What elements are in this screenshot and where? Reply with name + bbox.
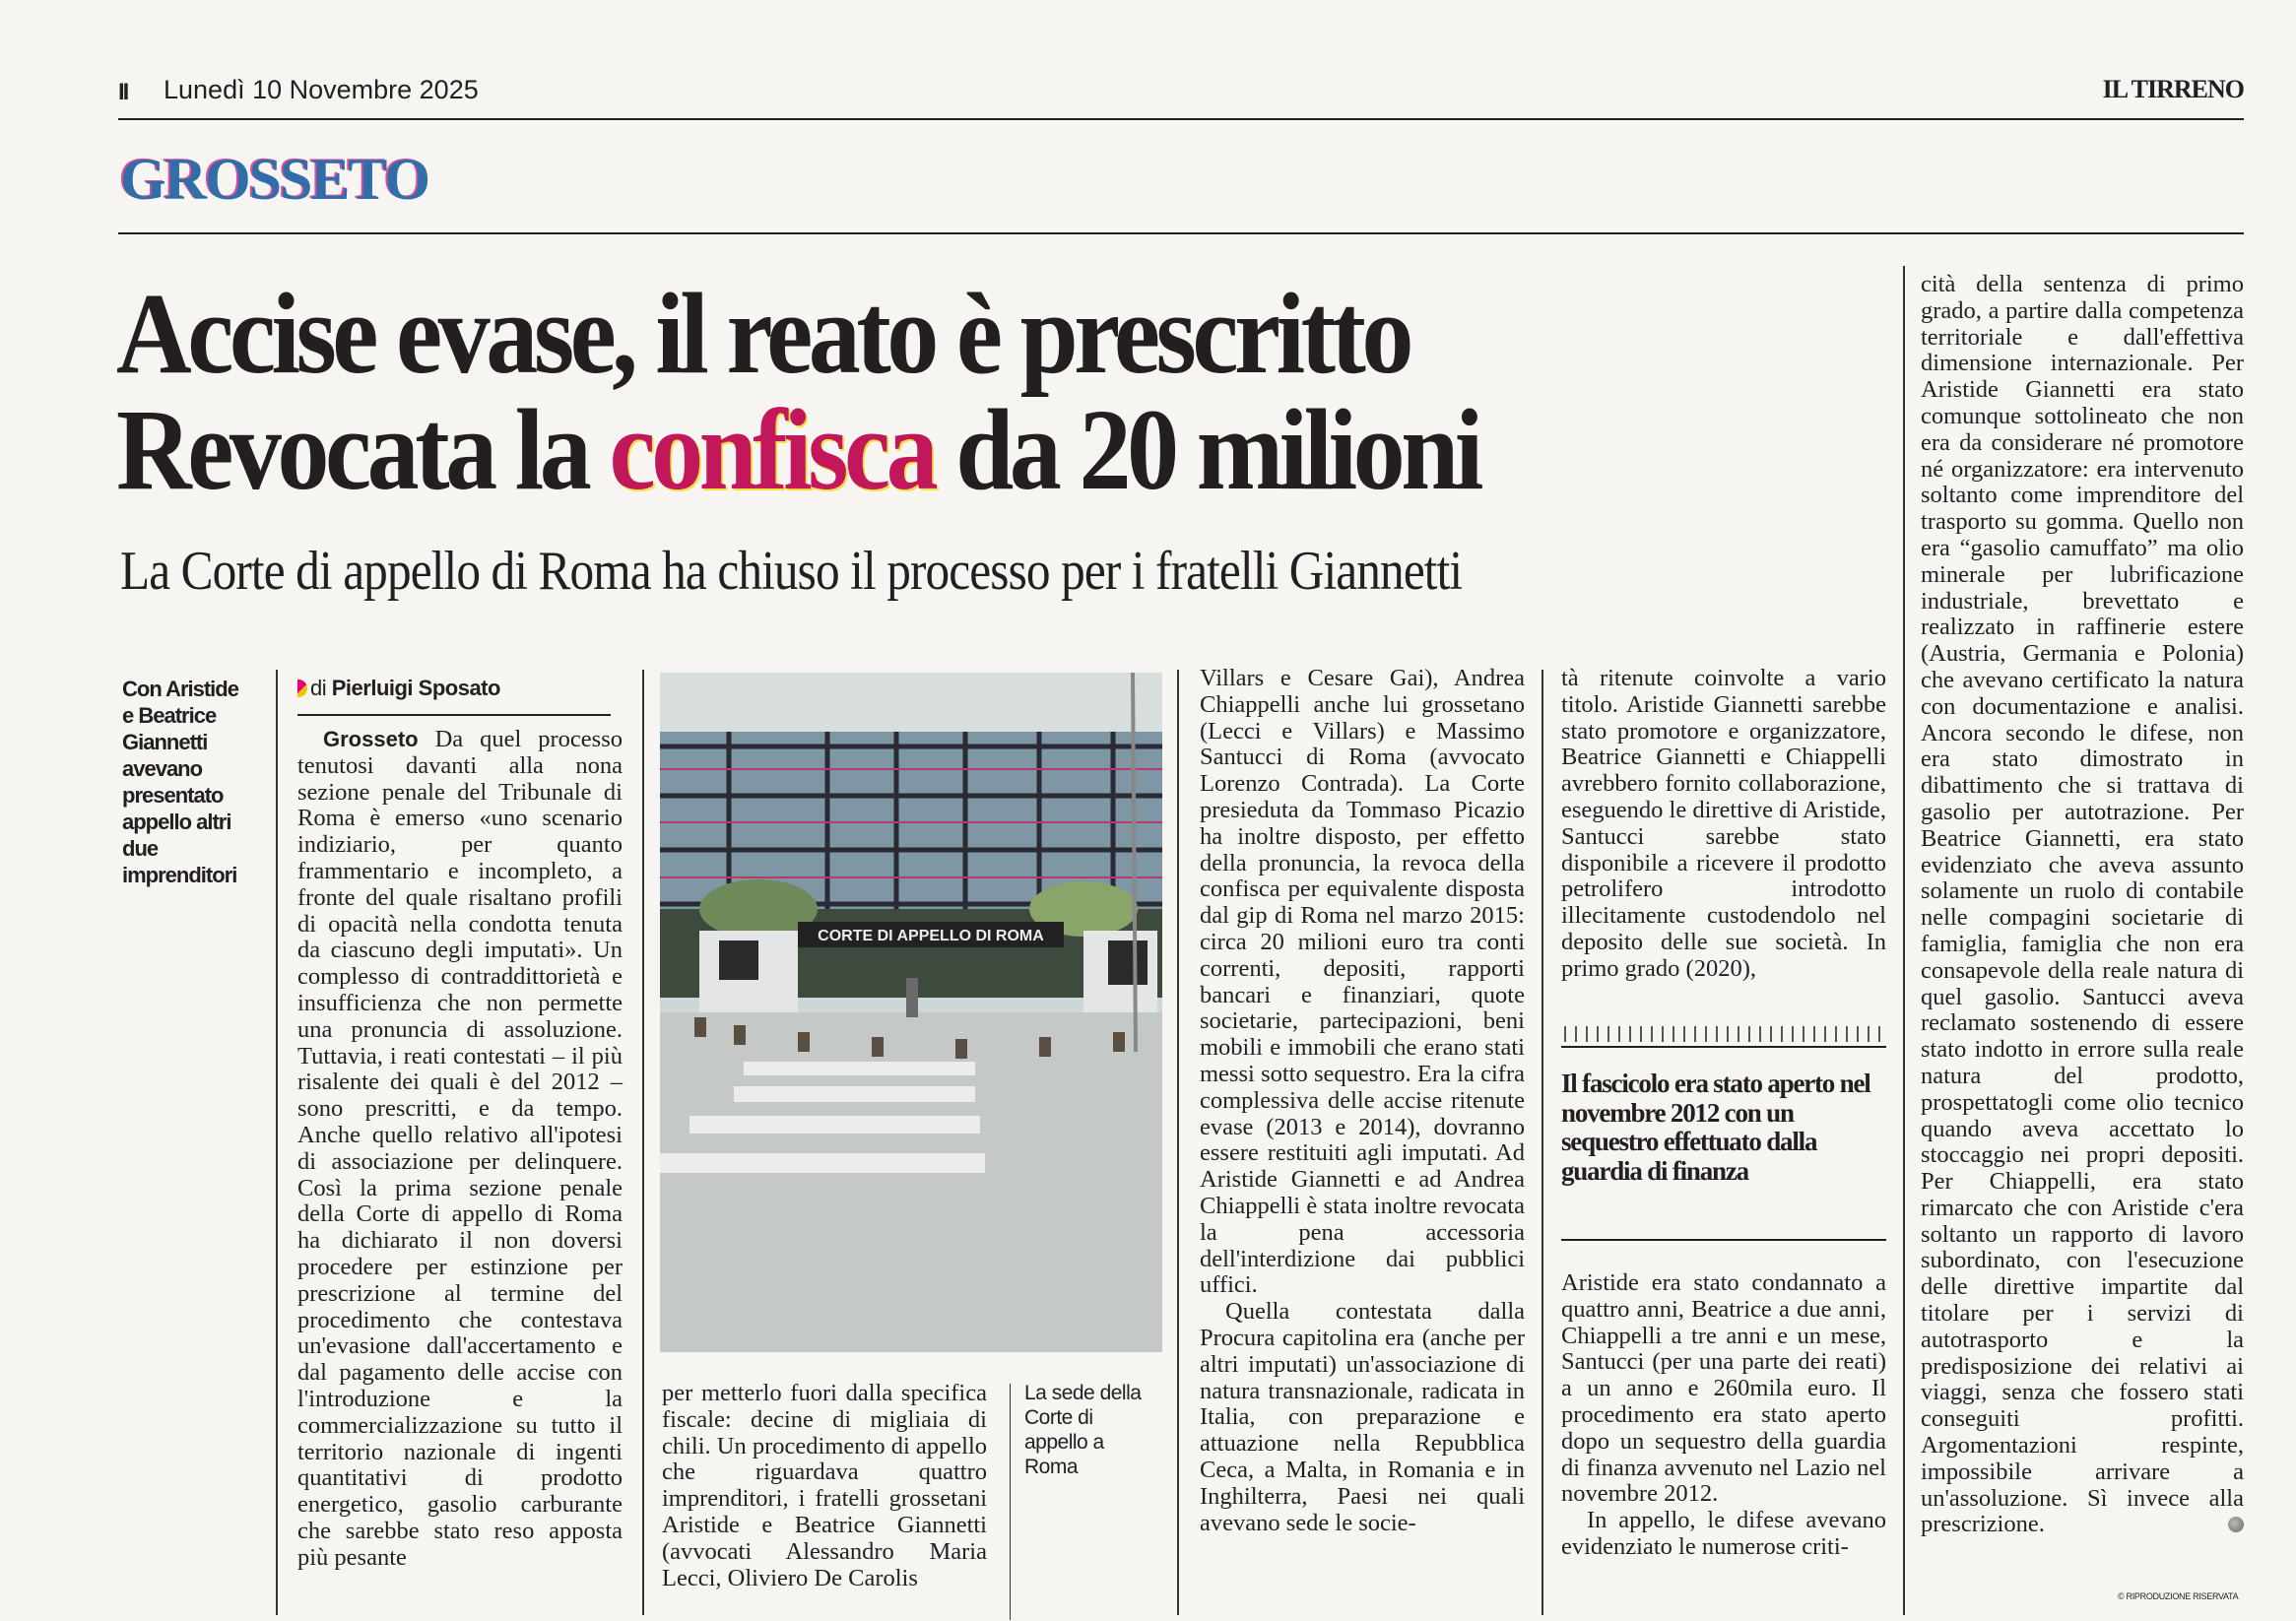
headline-line-2: Revocata la confisca da 20 milioni	[116, 385, 1479, 514]
subheadline: La Corte di appello di Roma ha chiuso il processo per i fratelli Giannetti	[120, 541, 1463, 602]
headline-line-1: Accise evase, il reato è prescritto	[116, 269, 1410, 398]
breakout-subhead: Il fascicolo era stato aperto nel novembre 2012 con un sequestro effettuato dalla guardia di finanza	[1561, 1069, 1870, 1186]
header-divider	[118, 118, 2244, 120]
caption-rule	[1010, 1384, 1011, 1620]
column-rule	[1177, 670, 1179, 1615]
dateline: Grosseto	[323, 727, 419, 751]
byline-marker-icon	[297, 680, 307, 697]
article-column-4: tà ritenute coinvolte a vario titolo. Aristide Giannetti sarebbe stato promotore e organizzatore, Beatrice Giannetti e Chiappelli avrebbero fornito collaborazione, eseguendo le direttive di Aristide, Santucci sarebbe stato disponibile a ricevere il prodotto petrolifero introdotto illecitamente custodendolo nel deposito delle sue società. In primo grado (2020),	[1561, 665, 1886, 982]
article-column-4-continued: Aristide era stato condannato a quattro anni, Beatrice a due anni, Chiappelli a tre anni e un mese, Santucci (per una parte dei reati) a un anno e 260mila euro. Il procedimento era stato aperto dopo un sequestro della guardia di finanza avvenuto nel Lazio nel novembre 2012. In appello, le difese avevano evidenziato le numerose criti-	[1561, 1269, 1886, 1560]
column-rule	[1542, 670, 1543, 1615]
decorative-tick-rule	[1564, 1026, 1884, 1042]
column-rule	[642, 670, 644, 1615]
article-column-2: per metterlo fuori dalla specifica fiscale: decine di migliaia di chili. Un procedimento di appello che riguardava quattro imprenditori, i fratelli grossetani Aristide e Beatrice Giannetti (avvocati Alessandro Maria Lecci, Oliviero De Carolis	[662, 1380, 987, 1591]
section-title: GROSSETO	[120, 147, 429, 212]
author-name: Pierluigi Sposato	[331, 676, 500, 700]
svg-text:CORTE DI APPELLO DI ROMA: CORTE DI APPELLO DI ROMA	[818, 928, 1044, 944]
masthead-logo: IL TIRRENO	[2102, 75, 2244, 103]
copyright-notice: © RIPRODUZIONE RISERVATA	[2118, 1591, 2239, 1601]
article-column-1: Grosseto Da quel processo tenutosi davanti alla nona sezione penale del Tribunale di Roma è emerso «uno scenario indiziario, per quanto frammentario e incompleto, a fronte del quale risaltano profili di opacità nella condotta tenuta da ciascuno degli imputati». Un complesso di contraddittorietà e insufficienza che non permette una pronuncia di assoluzione. Tuttavia, i reati contestati – il più risalente dei quali è del 2012 – sono prescritti, e da tempo. Anche quello relativo all'ipotesi di associazione per delinquere. Così la prima sezione penale della Corte di appello di Roma ha dichiarato il non doversi procedere per estinzione per prescrizione al termine del procedimento che contestava un'evasione dall'accertamento e dal pagamento delle accise con l'introduzione e la commercializzazione su tutto il territorio nazionale di ingenti quantitativi di prodotto energetico, gasolio carburante che sarebbe stato reso apposta più pesante	[297, 726, 623, 1571]
issue-date: Lunedì 10 Novembre 2025	[164, 75, 479, 104]
article-column-5: cità della sentenza di primo grado, a partire dalla competenza territoriale e dall'effettiva dimensione internazionale. Per Aristide Giannetti era stato comunque sottolineato che non era da considerare né promotore né organizzatore: era intervenuto soltanto come imprenditore del trasporto su gomma. Quello non era “gasolio camuffato” ma olio minerale per lubrificazione industriale, brevettato e realizzato in raffinerie estere (Austria, Germania e Polonia) che avevano certificato la natura con documentazione e analisi. Ancora secondo le difese, non era stato dimostrato in dibattimento che si trattava di gasolio per autotrazione. Per Beatrice Giannetti, era stato evidenziato che aveva assunto solamente un ruolo di contabile nelle compagini societarie di famiglia, famiglia che non era consapevole della reale natura di quel gasolio. Santucci aveva reclamato sostenendo di essere stato indotto in errore sulla reale natura del prodotto, prospettatogli come olio tecnico quando aveva accettato lo stoccaggio nei propri depositi. Per Chiappelli, era stato rimarcato che con Aristide c'era soltanto un rapporto di lavoro subordinato, con l'esecuzione delle direttive impartite dal titolare per i servizi di autotrasporto e la predisposizione dei relativi ai viaggi, senza che fossero stati conseguiti profitti. Argomentazioni respinte, impossibile arrivare a un'assoluzione. Sì invece alla prescrizione.	[1921, 271, 2244, 1538]
article-end-icon	[2228, 1517, 2244, 1532]
page-header	[118, 73, 2244, 120]
photo-caption: La sede della Corte di appello a Roma	[1024, 1382, 1142, 1478]
column-rule	[1903, 266, 1905, 1615]
headline	[116, 269, 1479, 514]
byline: di Pierluigi Sposato	[297, 676, 500, 701]
pull-quote: Con Aristide e Beatrice Giannetti avevano presentato appello altri due imprenditori	[122, 677, 238, 887]
section-divider	[118, 232, 2244, 234]
byline-divider	[297, 714, 611, 716]
breakout-bottom-divider	[1561, 1239, 1886, 1241]
headline-highlight: confisca	[609, 385, 935, 514]
breakout-top-divider	[1561, 1046, 1886, 1048]
article-column-3: Villars e Cesare Gai), Andrea Chiappelli anche lui grossetano (Lecci e Villars) e Massimo Santucci di Roma (avvocato Lorenzo Contrada). La Corte presieduta da Tommaso Picazio ha inoltre disposto, per effetto della pronuncia, la revoca della confisca per equivalente disposta dal gip di Roma nel marzo 2015: circa 20 milioni euro tra conti correnti, depositi, rapporti bancari e finanziari, quote societarie, partecipazioni, beni mobili e immobili che erano stati messi sotto sequestro. Era la cifra complessiva delle accise ritenute evase (2013 e 2014), dovranno essere restituiti agli imputati. Ad Aristide Giannetti e ad Andrea Chiappelli è stata inoltre revocata la pena accessoria dell'interdizione dai pubblici uffici. Quella contestata dalla Procura capitolina era (anche per altri imputati) un'associazione di natura transnazionale, radicata in Italia, con preparazione e attuazione nella Repubblica Ceca, a Malta, in Romania e in Inghilterra, Paesi nei quali avevano sede le socie-	[1200, 665, 1525, 1536]
page-number: II	[118, 79, 128, 105]
column-rule	[276, 670, 278, 1615]
building-image	[660, 673, 1162, 1352]
court-building-photo	[660, 673, 1162, 1352]
